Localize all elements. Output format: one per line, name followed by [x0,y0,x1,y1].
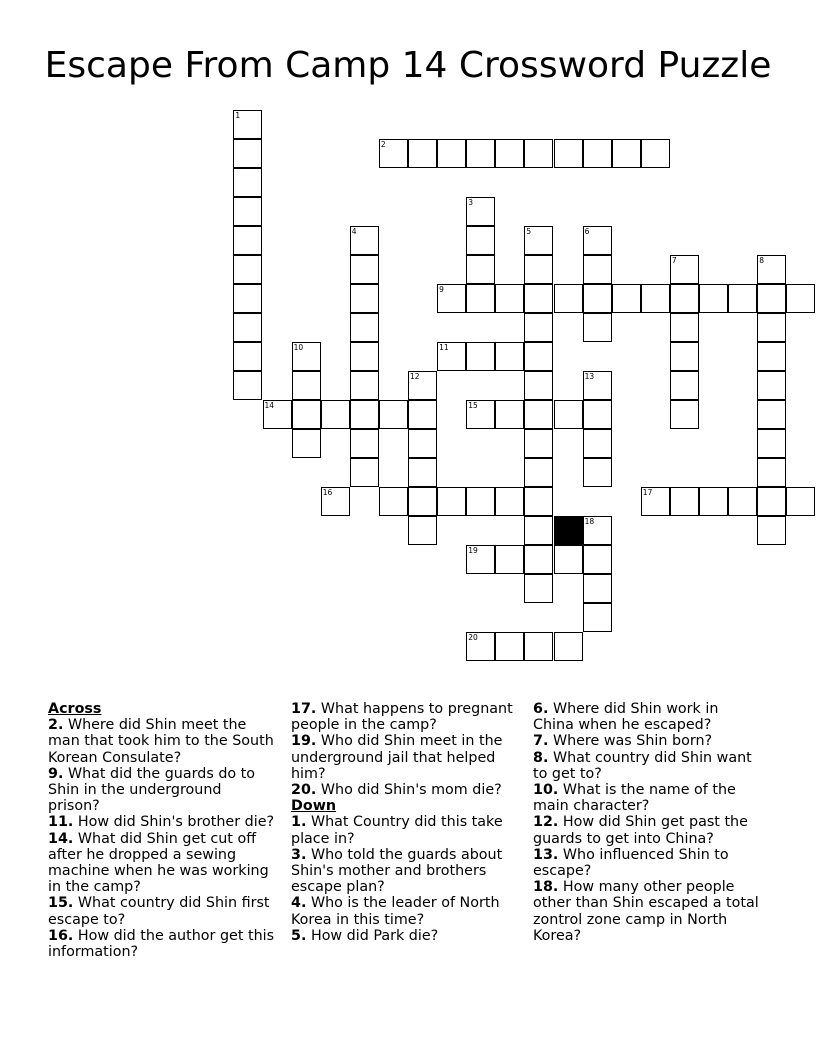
cell-number: 6 [584,227,590,236]
crossword-cell[interactable] [524,139,553,168]
clue-column-3 [533,701,761,944]
clue-across-19: 19. Who did Shin meet in the underground jail that helped him? [291,733,503,782]
crossword-cell[interactable] [670,313,699,342]
crossword-cell[interactable] [524,574,553,603]
clue-down-6: 6. Where did Shin work in China when he escaped? [533,701,719,734]
down-header: Down [291,798,337,815]
crossword-cell[interactable] [583,603,612,632]
page-title: Escape From Camp 14 Crossword Puzzle [44,45,772,86]
cell-number: 7 [671,256,677,265]
crossword-cell[interactable] [408,458,437,487]
crossword-cell[interactable] [641,139,670,168]
clue-across-15: 15. What country did Shin first escape to? [48,895,270,928]
crossword-cell[interactable] [728,487,757,516]
crossword-cell[interactable] [524,313,553,342]
crossword-cell[interactable] [437,342,466,371]
crossword-cell[interactable] [466,400,495,429]
crossword-cell[interactable] [757,458,786,487]
crossword-cell[interactable] [524,458,553,487]
clue-down-5: 5. How did Park die? [291,927,439,944]
crossword-cell[interactable] [495,284,524,313]
crossword-cell[interactable] [495,342,524,371]
crossword-cell[interactable] [524,255,553,284]
crossword-cell[interactable] [583,516,612,545]
crossword-cell[interactable] [583,226,612,255]
crossword-cell[interactable] [350,429,379,458]
crossword-cell[interactable] [699,284,728,313]
crossword-cell[interactable] [786,284,815,313]
clue-down-18: 18. How many other people other than Shin escaped a total zontrol zone camp in North Korea? [533,879,759,944]
cell-number: 15 [468,401,478,410]
crossword-cell[interactable] [408,139,437,168]
crossword-cell[interactable] [757,371,786,400]
crossword-cell[interactable] [379,139,408,168]
crossword-cell[interactable] [466,255,495,284]
cell-number: 10 [293,343,304,352]
crossword-cell[interactable] [350,284,379,313]
crossword-cell[interactable] [233,313,262,342]
crossword-cell[interactable] [233,139,262,168]
cell-number: 18 [584,517,595,526]
crossword-cell[interactable] [757,429,786,458]
crossword-cell[interactable] [670,284,699,313]
crossword-cell[interactable] [554,284,583,313]
clue-across-9: 9. What did the guards do to Shin in the underground prison? [48,765,256,815]
crossword-cell[interactable] [757,255,786,284]
crossword-cell[interactable] [641,284,670,313]
cell-number: 19 [468,546,478,555]
crossword-cell[interactable] [641,487,670,516]
clue-down-1: 1. What Country did this take place in? [291,814,503,847]
crossword-cell[interactable] [524,226,553,255]
crossword-cell[interactable] [379,487,408,516]
crossword-cell[interactable] [670,371,699,400]
crossword-cell[interactable] [466,197,495,226]
clue-across-14: 14. What did Shin get cut off after he dropped a sewing machine when he was working in the camp? [48,830,269,896]
crossword-cell[interactable] [466,487,495,516]
crossword-cell[interactable] [263,400,292,429]
crossword-cell[interactable] [757,400,786,429]
crossword-cell[interactable] [670,342,699,371]
crossword-cell[interactable] [524,545,553,574]
crossword-cell[interactable] [524,400,553,429]
crossword-cell[interactable] [757,284,786,313]
crossword-cell[interactable] [350,400,379,429]
clue-column-1 [48,701,276,960]
cell-number: 20 [468,633,478,642]
crossword-cell[interactable] [554,545,583,574]
clue-across-16: 16. How did the author get this information? [48,927,275,961]
clue-down-3: 3. Who told the guards about Shin's mother and brothers escape plan? [291,846,503,896]
crossword-cell[interactable] [292,429,321,458]
crossword-cell[interactable] [466,632,495,661]
crossword-cell[interactable] [350,458,379,487]
crossword-cell[interactable] [786,487,815,516]
cell-number: 11 [439,343,449,352]
crossword-cell[interactable] [292,342,321,371]
crossword-cell[interactable] [466,545,495,574]
crossword-cell[interactable] [728,284,757,313]
clue-down-8: 8. What country did Shin want to get to? [533,749,752,782]
crossword-cell[interactable] [554,139,583,168]
cell-number: 13 [584,372,595,381]
clue-down-13: 13. Who influenced Shin to escape? [533,846,729,880]
crossword-cell[interactable] [583,574,612,603]
cell-number: 14 [264,401,275,410]
crossword-cell[interactable] [233,284,262,313]
crossword-cell[interactable] [350,226,379,255]
crossword-cell[interactable] [670,487,699,516]
crossword-cell[interactable] [466,284,495,313]
cell-number: 5 [526,227,532,236]
crossword-cell[interactable] [321,400,350,429]
crossword-cell[interactable] [437,487,466,516]
crossword-cell[interactable] [583,458,612,487]
crossword-cell[interactable] [466,226,495,255]
crossword-cell[interactable] [583,255,612,284]
crossword-cell[interactable] [408,516,437,545]
crossword-cell[interactable] [583,545,612,574]
cell-number: 16 [322,488,333,497]
crossword-cell[interactable] [350,313,379,342]
crossword-cell[interactable] [495,400,524,429]
cell-number: 12 [410,372,420,381]
cell-number: 3 [468,198,473,207]
crossword-cell[interactable] [583,429,612,458]
crossword-cell[interactable] [437,139,466,168]
crossword-cell[interactable] [408,487,437,516]
crossword-cell[interactable] [583,139,612,168]
crossword-cell[interactable] [554,632,583,661]
cell-number: 8 [759,256,764,265]
crossword-cell[interactable] [437,284,466,313]
crossword-cell[interactable] [466,342,495,371]
crossword-cell[interactable] [524,371,553,400]
crossword-cell[interactable] [321,487,350,516]
crossword-cell[interactable] [233,110,262,139]
crossword-cell[interactable] [350,255,379,284]
crossword-cell[interactable] [233,168,262,197]
crossword-cell[interactable] [350,342,379,371]
clue-down-4: 4. Who is the leader of North Korea in this time? [291,895,500,928]
crossword-cell[interactable] [524,342,553,371]
crossword-cell[interactable] [524,284,553,313]
crossword-cell[interactable] [233,197,262,226]
crossword-cell[interactable] [350,371,379,400]
crossword-cell[interactable] [583,400,612,429]
crossword-cell[interactable] [757,487,786,516]
crossword-cell[interactable] [495,487,524,516]
crossword-cell[interactable] [292,371,321,400]
crossword-cell[interactable] [524,516,553,545]
clue-across-11: 11. How did Shin's brother die? [48,814,275,831]
crossword-cell[interactable] [612,284,641,313]
crossword-cell[interactable] [408,400,437,429]
crossword-cell[interactable] [524,487,553,516]
crossword-cell[interactable] [233,342,262,371]
crossword-cell[interactable] [554,400,583,429]
clue-down-10: 10. What is the name of the main character? [533,782,736,815]
crossword-cell[interactable] [495,545,524,574]
crossword-cell[interactable] [408,429,437,458]
clue-down-7: 7. Where was Shin born? [533,733,713,750]
crossword-cell[interactable] [524,429,553,458]
crossword-cell[interactable] [524,632,553,661]
clue-across-2: 2. Where did Shin meet the man that took him to the South Korean Consulate? [48,717,274,766]
clue-column-2 [291,701,519,944]
cell-number: 4 [351,227,357,236]
crossword-cell[interactable] [670,400,699,429]
across-header: Across [48,701,102,717]
crossword-cell[interactable] [757,342,786,371]
clue-across-20: 20. Who did Shin's mom die? [291,782,502,799]
cell-number: 17 [642,488,653,497]
crossword-cell[interactable] [670,255,699,284]
cell-number: 2 [380,140,386,149]
black-cell [554,516,583,545]
cell-number: 9 [439,285,444,294]
crossword-cell[interactable] [466,139,495,168]
cell-number: 1 [235,111,241,120]
crossword-cell[interactable] [757,516,786,545]
crossword-cell[interactable] [583,284,612,313]
clue-across-17: 17. What happens to pregnant people in the camp? [291,701,513,734]
crossword-cell[interactable] [292,400,321,429]
crossword-cell[interactable] [233,371,262,400]
crossword-cell[interactable] [612,139,641,168]
crossword-cell[interactable] [699,487,728,516]
crossword-cell[interactable] [233,255,262,284]
crossword-cell[interactable] [233,226,262,255]
crossword-cell[interactable] [757,313,786,342]
crossword-cell[interactable] [495,139,524,168]
clue-down-12: 12. How did Shin get past the guards to get into China? [533,814,748,847]
crossword-cell[interactable] [408,371,437,400]
crossword-cell[interactable] [583,371,612,400]
crossword-cell[interactable] [379,400,408,429]
crossword-cell[interactable] [495,632,524,661]
crossword-cell[interactable] [583,313,612,342]
